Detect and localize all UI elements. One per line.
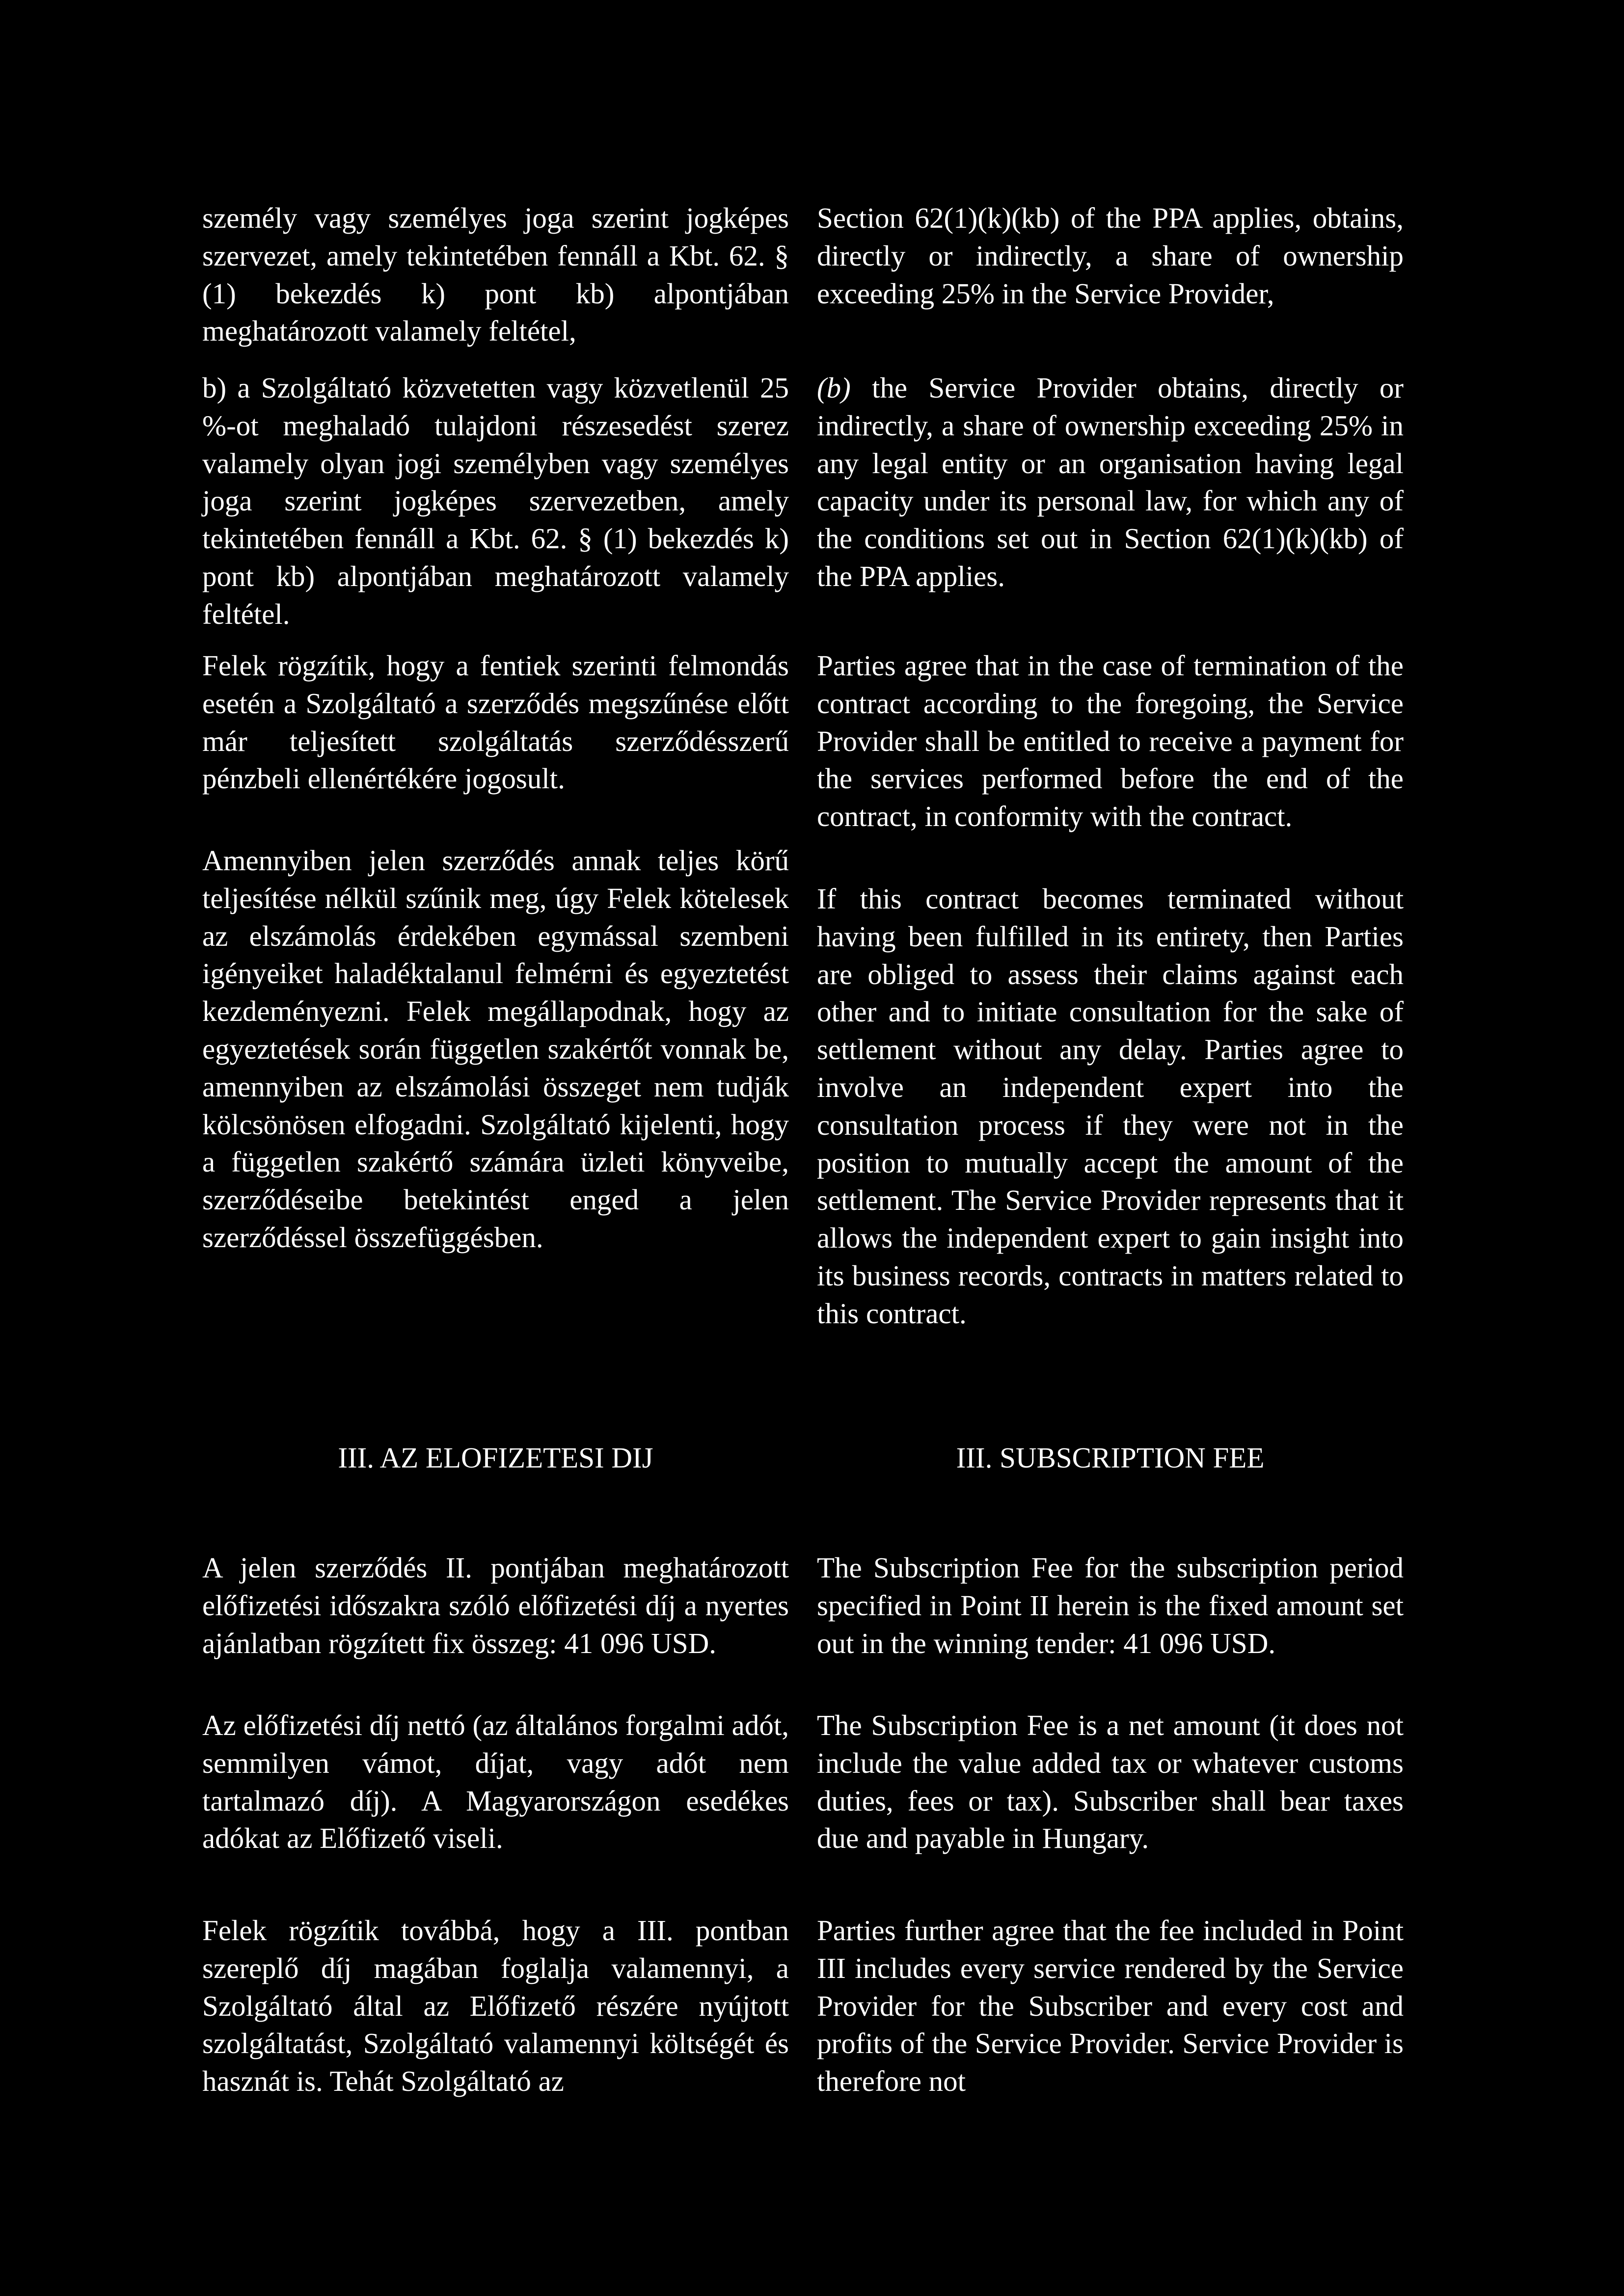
hu-paragraph-6: Az előfizetési díj nettó (az általános forgalmi adót, semmilyen vámot, díjat, vagy adót nem tartalmazó díj). A Magyarországon esedékes adókat az Előfizető viseli. [202,1709,789,1855]
hu-section-heading: III. AZ ELOFIZETESI DIJ [338,1442,653,1474]
en-section-heading: III. SUBSCRIPTION FEE [956,1442,1265,1474]
en-paragraph-1: Section 62(1)(k)(kb) of the PPA applies, obtains, directly or indirectly, a share of ownership exceeding 25% in the Service Provider, [817,202,1404,310]
en-paragraph-4: If this contract becomes terminated without having been fulfilled in its entirety, then Parties are obliged to assess their claims against each other and to initiate consultation for the sake of settlement without any delay. Parties agree to involve an independent expert into the consultation process if they were not in the position to mutually accept the amount of the settlement. The Service Provider represents that it allows the independent expert to gain insight into its business records, contracts in matters related to this contract. [817,882,1404,1330]
en-item-marker: (b) [817,372,851,404]
en-paragraph-3: Parties agree that in the case of termination of the contract according to the foregoing, the Service Provider shall be entitled to receive a payment for the services performed before the end of the contract, in conformity with the contract. [817,649,1404,833]
hu-paragraph-5: A jelen szerződés II. pontjában meghatározott előfizetési időszakra szóló előfizetési díj a nyertes ajánlatban rögzített fix összeg: 41 096 USD. [202,1551,789,1659]
en-paragraph-2-text: the Service Provider obtains, directly or indirectly, a share of ownership exceeding 25% in any legal entity or an organisation having legal capacity under its personal law, for which any of the conditions set out in Section 62(1)(k)(kb) of the PPA applies. [817,372,1404,592]
en-paragraph-5: The Subscription Fee for the subscription period specified in Point II herein is the fixed amount set out in the winning tender: 41 096 USD. [817,1551,1404,1659]
hu-paragraph-2: b) a Szolgáltató közvetetten vagy közvetlenül 25 %-ot meghaladó tulajdoni részesedést szerez valamely olyan jogi személyben vagy személyes joga szerint jogképes szervezetben, amely tekintetében fennáll a Kbt. 62. § (1) bekezdés k) pont kb) alpontjában meghatározott valamely feltétel. [202,372,789,630]
hu-paragraph-3: Felek rögzítik, hogy a fentiek szerinti felmondás esetén a Szolgáltató a szerződés megszűnése előtt már teljesített szolgáltatás szerződésszerű pénzbeli ellenértékére jogosult. [202,649,789,795]
hu-paragraph-4: Amennyiben jelen szerződés annak teljes körű teljesítése nélkül szűnik meg, úgy Felek kötelesek az elszámolás érdekében egymással szembeni igényeiket haladéktalanul felmérni és egyeztetést kezdeményezni. Felek megállapodnak, hogy az egyeztetések során független szakértőt vonnak be, amennyiben az elszámolási összeget nem tudják kölcsönösen elfogadni. Szolgáltató kijelenti, hogy a független szakértő számára üzleti könyveibe, szerződéseibe betekintést enged a jelen szerződéssel összefüggésben. [202,844,789,1254]
en-paragraph-2 [817,369,1404,595]
hu-paragraph-7: Felek rögzítik továbbá, hogy a III. pontban szereplő díj magában foglalja valamennyi, a Szolgáltató által az Előfizető részére nyújtott szolgáltatást, Szolgáltató valamennyi költségét és hasznát is. Tehát Szolgáltató az [202,1914,789,2098]
en-paragraph-6: The Subscription Fee is a net amount (it does not include the value added tax or whatever customs duties, fees or tax). Subscriber shall bear taxes due and payable in Hungary. [817,1709,1404,1855]
hu-paragraph-1: személy vagy személyes joga szerint jogképes szervezet, amely tekintetében fennáll a Kbt. 62. § (1) bekezdés k) pont kb) alpontjában meghatározott valamely feltétel, [202,202,789,347]
en-paragraph-7: Parties further agree that the fee included in Point III includes every service rendered by the Service Provider for the Subscriber and every cost and profits of the Service Provider. Service Provider is therefore not [817,1914,1404,2098]
